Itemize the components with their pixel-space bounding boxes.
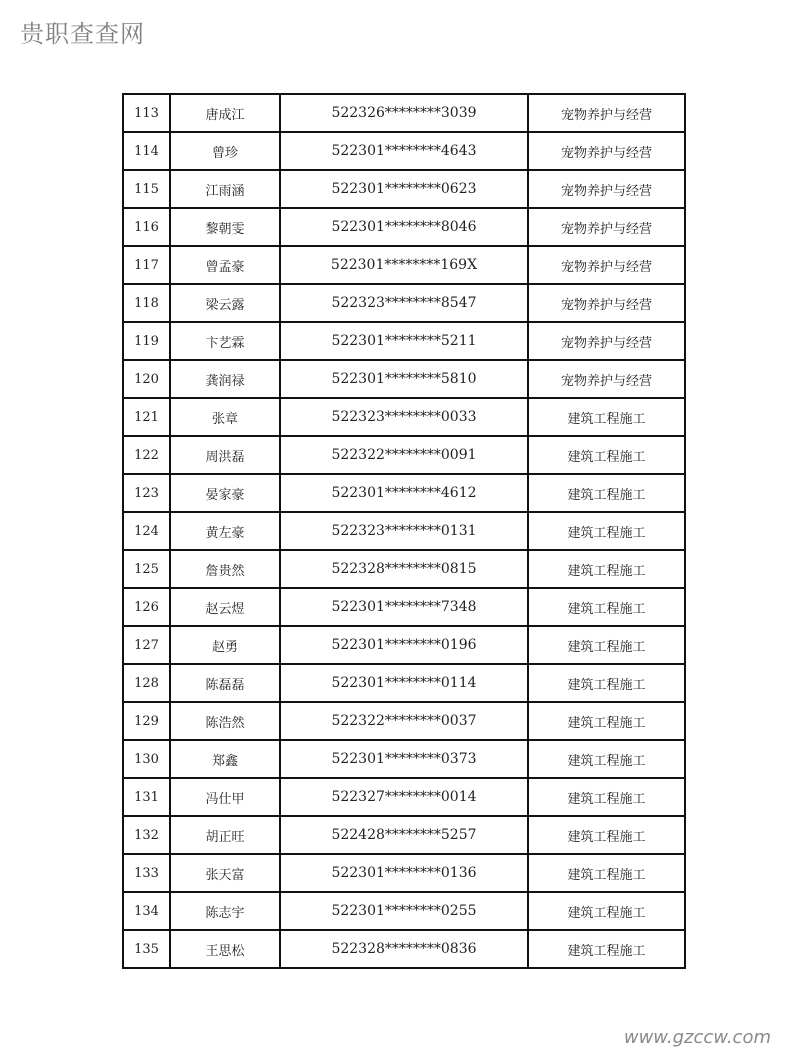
major-cell: 建筑工程施工 <box>528 474 685 512</box>
row-number-cell: 131 <box>123 778 170 816</box>
row-number-cell: 130 <box>123 740 170 778</box>
student-name-cell: 江雨涵 <box>170 170 280 208</box>
row-number-cell: 126 <box>123 588 170 626</box>
student-name-cell: 黄左豪 <box>170 512 280 550</box>
id-number-cell: 522328********0815 <box>280 550 528 588</box>
id-number-cell: 522301********4612 <box>280 474 528 512</box>
id-number-cell: 522328********0836 <box>280 930 528 968</box>
major-cell: 建筑工程施工 <box>528 398 685 436</box>
major-cell: 建筑工程施工 <box>528 778 685 816</box>
major-cell: 宠物养护与经营 <box>528 208 685 246</box>
row-number-cell: 128 <box>123 664 170 702</box>
table-row <box>123 588 685 626</box>
major-cell: 建筑工程施工 <box>528 436 685 474</box>
student-name-cell: 陈磊磊 <box>170 664 280 702</box>
id-number-cell: 522301********0255 <box>280 892 528 930</box>
student-name-cell: 赵云煜 <box>170 588 280 626</box>
table-row <box>123 854 685 892</box>
id-number-cell: 522301********4643 <box>280 132 528 170</box>
table-row <box>123 892 685 930</box>
major-cell: 宠物养护与经营 <box>528 284 685 322</box>
id-number-cell: 522301********7348 <box>280 588 528 626</box>
table-row <box>123 740 685 778</box>
major-cell: 建筑工程施工 <box>528 550 685 588</box>
id-number-cell: 522326********3039 <box>280 94 528 132</box>
id-number-cell: 522323********0131 <box>280 512 528 550</box>
major-cell: 建筑工程施工 <box>528 702 685 740</box>
major-cell: 宠物养护与经营 <box>528 322 685 360</box>
table-row <box>123 246 685 284</box>
id-number-cell: 522301********0373 <box>280 740 528 778</box>
student-roster-table <box>122 93 686 969</box>
major-cell: 建筑工程施工 <box>528 740 685 778</box>
row-number-cell: 116 <box>123 208 170 246</box>
major-cell: 宠物养护与经营 <box>528 170 685 208</box>
id-number-cell: 522301********5810 <box>280 360 528 398</box>
major-cell: 宠物养护与经营 <box>528 132 685 170</box>
student-name-cell: 周洪磊 <box>170 436 280 474</box>
row-number-cell: 119 <box>123 322 170 360</box>
row-number-cell: 123 <box>123 474 170 512</box>
id-number-cell: 522301********169X <box>280 246 528 284</box>
id-number-cell: 522323********0033 <box>280 398 528 436</box>
row-number-cell: 124 <box>123 512 170 550</box>
id-number-cell: 522327********0014 <box>280 778 528 816</box>
id-number-cell: 522301********0196 <box>280 626 528 664</box>
id-number-cell: 522301********0623 <box>280 170 528 208</box>
major-cell: 宠物养护与经营 <box>528 360 685 398</box>
table-row <box>123 778 685 816</box>
student-name-cell: 冯仕甲 <box>170 778 280 816</box>
student-name-cell: 詹贵然 <box>170 550 280 588</box>
table-row <box>123 664 685 702</box>
major-cell: 建筑工程施工 <box>528 854 685 892</box>
student-name-cell: 龚润禄 <box>170 360 280 398</box>
major-cell: 建筑工程施工 <box>528 816 685 854</box>
table-row <box>123 436 685 474</box>
table-row <box>123 322 685 360</box>
id-number-cell: 522323********8547 <box>280 284 528 322</box>
student-name-cell: 曾珍 <box>170 132 280 170</box>
site-watermark: www.gzccw.com <box>623 1027 771 1048</box>
student-name-cell: 唐成江 <box>170 94 280 132</box>
table-row <box>123 398 685 436</box>
row-number-cell: 134 <box>123 892 170 930</box>
table-row <box>123 512 685 550</box>
site-title: 贵职查查网 <box>20 20 145 48</box>
student-name-cell: 黎朝雯 <box>170 208 280 246</box>
row-number-cell: 125 <box>123 550 170 588</box>
row-number-cell: 129 <box>123 702 170 740</box>
student-name-cell: 梁云露 <box>170 284 280 322</box>
student-name-cell: 郑鑫 <box>170 740 280 778</box>
student-name-cell: 曾孟豪 <box>170 246 280 284</box>
major-cell: 宠物养护与经营 <box>528 246 685 284</box>
row-number-cell: 120 <box>123 360 170 398</box>
row-number-cell: 135 <box>123 930 170 968</box>
table-row <box>123 208 685 246</box>
major-cell: 建筑工程施工 <box>528 664 685 702</box>
student-name-cell: 赵勇 <box>170 626 280 664</box>
id-number-cell: 522428********5257 <box>280 816 528 854</box>
student-name-cell: 陈浩然 <box>170 702 280 740</box>
major-cell: 建筑工程施工 <box>528 626 685 664</box>
table-row <box>123 170 685 208</box>
major-cell: 建筑工程施工 <box>528 512 685 550</box>
student-name-cell: 张章 <box>170 398 280 436</box>
row-number-cell: 127 <box>123 626 170 664</box>
student-name-cell: 晏家豪 <box>170 474 280 512</box>
student-name-cell: 陈志宇 <box>170 892 280 930</box>
table-row <box>123 702 685 740</box>
major-cell: 建筑工程施工 <box>528 588 685 626</box>
id-number-cell: 522301********5211 <box>280 322 528 360</box>
row-number-cell: 122 <box>123 436 170 474</box>
student-name-cell: 王思松 <box>170 930 280 968</box>
table-row <box>123 626 685 664</box>
id-number-cell: 522301********0114 <box>280 664 528 702</box>
row-number-cell: 133 <box>123 854 170 892</box>
roster-body <box>123 94 685 968</box>
table-row <box>123 94 685 132</box>
id-number-cell: 522322********0091 <box>280 436 528 474</box>
table-row <box>123 930 685 968</box>
row-number-cell: 121 <box>123 398 170 436</box>
student-name-cell: 卞艺霖 <box>170 322 280 360</box>
major-cell: 宠物养护与经营 <box>528 94 685 132</box>
id-number-cell: 522301********0136 <box>280 854 528 892</box>
id-number-cell: 522322********0037 <box>280 702 528 740</box>
row-number-cell: 117 <box>123 246 170 284</box>
row-number-cell: 115 <box>123 170 170 208</box>
id-number-cell: 522301********8046 <box>280 208 528 246</box>
table-row <box>123 132 685 170</box>
major-cell: 建筑工程施工 <box>528 930 685 968</box>
table-row <box>123 360 685 398</box>
table-row <box>123 284 685 322</box>
row-number-cell: 118 <box>123 284 170 322</box>
row-number-cell: 114 <box>123 132 170 170</box>
table-row <box>123 816 685 854</box>
row-number-cell: 132 <box>123 816 170 854</box>
table-row <box>123 474 685 512</box>
student-name-cell: 张天富 <box>170 854 280 892</box>
row-number-cell: 113 <box>123 94 170 132</box>
student-name-cell: 胡正旺 <box>170 816 280 854</box>
major-cell: 建筑工程施工 <box>528 892 685 930</box>
table-row <box>123 550 685 588</box>
